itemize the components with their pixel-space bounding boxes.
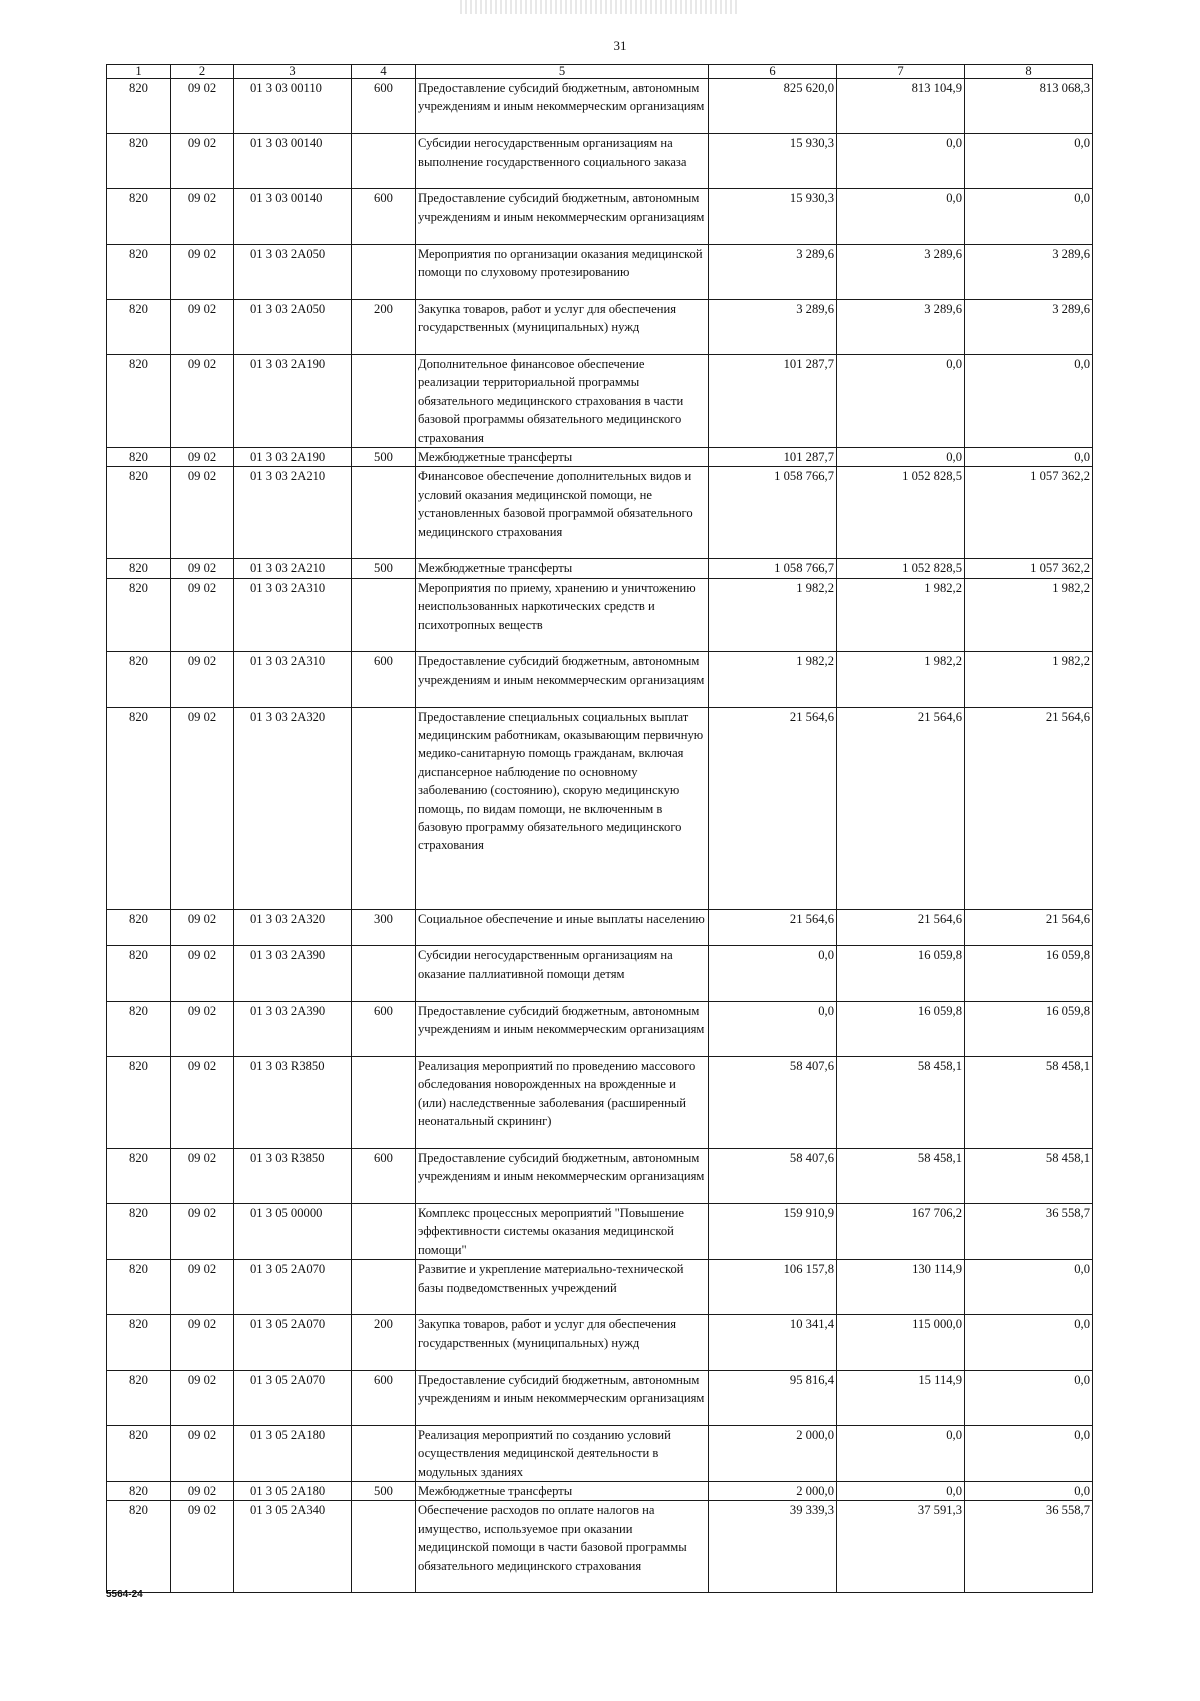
expense-type-cell: 600 — [352, 189, 416, 244]
target-article-cell: 01 3 03 R3850 — [234, 1056, 352, 1148]
ved-cell: 820 — [107, 447, 171, 466]
section-cell: 09 02 — [171, 189, 234, 244]
amount-col8-cell: 1 982,2 — [965, 652, 1093, 707]
expense-type-cell: 500 — [352, 1481, 416, 1500]
table-row — [107, 1056, 1093, 1148]
amount-col7-cell: 16 059,8 — [837, 946, 965, 1001]
target-article-cell: 01 3 05 2А070 — [234, 1370, 352, 1425]
expense-type-cell: 200 — [352, 299, 416, 354]
ved-cell: 820 — [107, 467, 171, 559]
amount-col7-cell: 15 114,9 — [837, 1370, 965, 1425]
table-row — [107, 652, 1093, 707]
expense-type-cell — [352, 1260, 416, 1315]
description-cell: Предоставление субсидий бюджетным, автономным учреждениям и иным некоммерческим организациям — [416, 652, 709, 707]
target-article-cell: 01 3 03 R3850 — [234, 1148, 352, 1203]
target-article-cell: 01 3 05 2А180 — [234, 1481, 352, 1500]
section-cell: 09 02 — [171, 79, 234, 134]
table-row — [107, 909, 1093, 946]
target-article-cell: 01 3 03 2А190 — [234, 447, 352, 466]
amount-col6-cell: 58 407,6 — [709, 1056, 837, 1148]
amount-col7-cell: 813 104,9 — [837, 79, 965, 134]
amount-col7-cell: 167 706,2 — [837, 1203, 965, 1259]
section-cell: 09 02 — [171, 909, 234, 946]
expense-type-cell — [352, 1501, 416, 1593]
amount-col8-cell: 0,0 — [965, 354, 1093, 447]
target-article-cell: 01 3 03 00110 — [234, 79, 352, 134]
amount-col6-cell: 1 058 766,7 — [709, 559, 837, 578]
amount-col7-cell: 58 458,1 — [837, 1056, 965, 1148]
amount-col6-cell: 15 930,3 — [709, 134, 837, 189]
expense-type-cell — [352, 1056, 416, 1148]
section-cell: 09 02 — [171, 1481, 234, 1500]
ved-cell: 820 — [107, 1370, 171, 1425]
ved-cell: 820 — [107, 79, 171, 134]
amount-col7-cell: 3 289,6 — [837, 244, 965, 299]
amount-col8-cell: 36 558,7 — [965, 1501, 1093, 1593]
column-number-row — [107, 65, 1093, 79]
amount-col7-cell: 0,0 — [837, 354, 965, 447]
table-row — [107, 244, 1093, 299]
description-cell: Закупка товаров, работ и услуг для обеспечения государственных (муниципальных) нужд — [416, 299, 709, 354]
target-article-cell: 01 3 05 2А180 — [234, 1425, 352, 1481]
amount-col6-cell: 95 816,4 — [709, 1370, 837, 1425]
ved-cell: 820 — [107, 189, 171, 244]
amount-col8-cell: 0,0 — [965, 1315, 1093, 1370]
section-cell: 09 02 — [171, 1148, 234, 1203]
section-cell: 09 02 — [171, 1315, 234, 1370]
amount-col8-cell: 3 289,6 — [965, 299, 1093, 354]
description-cell: Субсидии негосударственным организациям на оказание паллиативной помощи детям — [416, 946, 709, 1001]
amount-col7-cell: 1 052 828,5 — [837, 467, 965, 559]
section-cell: 09 02 — [171, 354, 234, 447]
amount-col8-cell: 36 558,7 — [965, 1203, 1093, 1259]
section-cell: 09 02 — [171, 578, 234, 652]
section-cell: 09 02 — [171, 244, 234, 299]
description-cell: Межбюджетные трансферты — [416, 559, 709, 578]
section-cell: 09 02 — [171, 1260, 234, 1315]
amount-col6-cell: 0,0 — [709, 1001, 837, 1056]
amount-col7-cell: 1 052 828,5 — [837, 559, 965, 578]
table-row — [107, 447, 1093, 466]
expense-type-cell: 600 — [352, 1370, 416, 1425]
target-article-cell: 01 3 03 2А390 — [234, 946, 352, 1001]
amount-col8-cell: 813 068,3 — [965, 79, 1093, 134]
amount-col7-cell: 3 289,6 — [837, 299, 965, 354]
table-row — [107, 467, 1093, 559]
amount-col8-cell: 58 458,1 — [965, 1148, 1093, 1203]
section-cell: 09 02 — [171, 946, 234, 1001]
column-number: 2 — [171, 65, 234, 79]
table-row — [107, 1481, 1093, 1500]
amount-col7-cell: 0,0 — [837, 134, 965, 189]
target-article-cell: 01 3 03 2А190 — [234, 354, 352, 447]
expense-type-cell — [352, 946, 416, 1001]
amount-col8-cell: 16 059,8 — [965, 946, 1093, 1001]
expense-type-cell — [352, 244, 416, 299]
table-row — [107, 1148, 1093, 1203]
section-cell: 09 02 — [171, 1425, 234, 1481]
amount-col6-cell: 2 000,0 — [709, 1425, 837, 1481]
target-article-cell: 01 3 03 00140 — [234, 189, 352, 244]
expense-type-cell: 600 — [352, 1148, 416, 1203]
section-cell: 09 02 — [171, 134, 234, 189]
amount-col8-cell: 0,0 — [965, 447, 1093, 466]
expense-type-cell — [352, 354, 416, 447]
document-code: 5564-24 — [106, 1589, 143, 1600]
ved-cell: 820 — [107, 578, 171, 652]
table-row — [107, 299, 1093, 354]
target-article-cell: 01 3 03 2А210 — [234, 467, 352, 559]
target-article-cell: 01 3 05 2А070 — [234, 1315, 352, 1370]
amount-col7-cell: 21 564,6 — [837, 909, 965, 946]
description-cell: Предоставление специальных социальных выплат медицинским работникам, оказывающим первичную медико-санитарную помощь гражданам, включая диспансерное наблюдение по основному заболеванию (состоянию), скорую медицинскую помощь, по видам помощи, не включенным в базовую программу обязательного медицинского страхования — [416, 707, 709, 909]
column-number: 1 — [107, 65, 171, 79]
amount-col6-cell: 1 058 766,7 — [709, 467, 837, 559]
description-cell: Межбюджетные трансферты — [416, 447, 709, 466]
description-cell: Финансовое обеспечение дополнительных видов и условий оказания медицинской помощи, не установленных базовой программой обязательного медицинского страхования — [416, 467, 709, 559]
description-cell: Мероприятия по организации оказания медицинской помощи по слуховому протезированию — [416, 244, 709, 299]
table-row — [107, 134, 1093, 189]
amount-col6-cell: 2 000,0 — [709, 1481, 837, 1500]
expense-type-cell — [352, 1203, 416, 1259]
ved-cell: 820 — [107, 134, 171, 189]
section-cell: 09 02 — [171, 652, 234, 707]
section-cell: 09 02 — [171, 1501, 234, 1593]
ved-cell: 820 — [107, 1148, 171, 1203]
expense-type-cell: 500 — [352, 447, 416, 466]
scan-artifact — [460, 0, 740, 14]
amount-col6-cell: 1 982,2 — [709, 652, 837, 707]
amount-col8-cell: 0,0 — [965, 1260, 1093, 1315]
amount-col8-cell: 3 289,6 — [965, 244, 1093, 299]
description-cell: Дополнительное финансовое обеспечение реализации территориальной программы обязательного медицинского страхования в части базовой программы обязательного медицинского страхования — [416, 354, 709, 447]
amount-col8-cell: 0,0 — [965, 134, 1093, 189]
target-article-cell: 01 3 05 2А340 — [234, 1501, 352, 1593]
target-article-cell: 01 3 03 2А050 — [234, 244, 352, 299]
ved-cell: 820 — [107, 1481, 171, 1500]
amount-col6-cell: 39 339,3 — [709, 1501, 837, 1593]
description-cell: Субсидии негосударственным организациям на выполнение государственного социального заказа — [416, 134, 709, 189]
amount-col7-cell: 0,0 — [837, 189, 965, 244]
column-number: 6 — [709, 65, 837, 79]
target-article-cell: 01 3 03 2А310 — [234, 578, 352, 652]
section-cell: 09 02 — [171, 559, 234, 578]
column-number: 4 — [352, 65, 416, 79]
ved-cell: 820 — [107, 299, 171, 354]
column-number: 7 — [837, 65, 965, 79]
amount-col6-cell: 3 289,6 — [709, 299, 837, 354]
amount-col7-cell: 58 458,1 — [837, 1148, 965, 1203]
table-row — [107, 1260, 1093, 1315]
expense-type-cell: 600 — [352, 652, 416, 707]
amount-col8-cell: 0,0 — [965, 1481, 1093, 1500]
target-article-cell: 01 3 03 2А320 — [234, 909, 352, 946]
budget-table — [106, 64, 1093, 1593]
description-cell: Закупка товаров, работ и услуг для обеспечения государственных (муниципальных) нужд — [416, 1315, 709, 1370]
description-cell: Предоставление субсидий бюджетным, автономным учреждениям и иным некоммерческим организациям — [416, 1370, 709, 1425]
target-article-cell: 01 3 03 00140 — [234, 134, 352, 189]
amount-col6-cell: 10 341,4 — [709, 1315, 837, 1370]
amount-col6-cell: 58 407,6 — [709, 1148, 837, 1203]
table-row — [107, 1203, 1093, 1259]
amount-col8-cell: 0,0 — [965, 1370, 1093, 1425]
expense-type-cell — [352, 578, 416, 652]
amount-col7-cell: 1 982,2 — [837, 578, 965, 652]
table-row — [107, 1425, 1093, 1481]
ved-cell: 820 — [107, 1260, 171, 1315]
description-cell: Реализация мероприятий по созданию условий осуществления медицинской деятельности в модульных зданиях — [416, 1425, 709, 1481]
description-cell: Предоставление субсидий бюджетным, автономным учреждениям и иным некоммерческим организациям — [416, 189, 709, 244]
description-cell: Комплекс процессных мероприятий "Повышение эффективности системы оказания медицинской помощи" — [416, 1203, 709, 1259]
ved-cell: 820 — [107, 1056, 171, 1148]
expense-type-cell: 200 — [352, 1315, 416, 1370]
description-cell: Межбюджетные трансферты — [416, 1481, 709, 1500]
table-row — [107, 578, 1093, 652]
amount-col6-cell: 159 910,9 — [709, 1203, 837, 1259]
table-row — [107, 79, 1093, 134]
target-article-cell: 01 3 05 2А070 — [234, 1260, 352, 1315]
amount-col8-cell: 1 982,2 — [965, 578, 1093, 652]
amount-col6-cell: 1 982,2 — [709, 578, 837, 652]
section-cell: 09 02 — [171, 467, 234, 559]
ved-cell: 820 — [107, 652, 171, 707]
description-cell: Обеспечение расходов по оплате налогов на имущество, используемое при оказании медицинской помощи в части базовой программы обязательного медицинского страхования — [416, 1501, 709, 1593]
ved-cell: 820 — [107, 909, 171, 946]
ved-cell: 820 — [107, 1501, 171, 1593]
expense-type-cell — [352, 134, 416, 189]
amount-col7-cell: 0,0 — [837, 1481, 965, 1500]
amount-col6-cell: 21 564,6 — [709, 909, 837, 946]
section-cell: 09 02 — [171, 1001, 234, 1056]
amount-col6-cell: 101 287,7 — [709, 354, 837, 447]
expense-type-cell — [352, 707, 416, 909]
description-cell: Предоставление субсидий бюджетным, автономным учреждениям и иным некоммерческим организациям — [416, 79, 709, 134]
column-number: 5 — [416, 65, 709, 79]
ved-cell: 820 — [107, 559, 171, 578]
amount-col6-cell: 825 620,0 — [709, 79, 837, 134]
section-cell: 09 02 — [171, 1056, 234, 1148]
section-cell: 09 02 — [171, 707, 234, 909]
table-row — [107, 1370, 1093, 1425]
section-cell: 09 02 — [171, 1203, 234, 1259]
amount-col8-cell: 1 057 362,2 — [965, 559, 1093, 578]
column-number: 3 — [234, 65, 352, 79]
table-row — [107, 1315, 1093, 1370]
description-cell: Развитие и укрепление материально-технической базы подведомственных учреждений — [416, 1260, 709, 1315]
section-cell: 09 02 — [171, 299, 234, 354]
amount-col8-cell: 16 059,8 — [965, 1001, 1093, 1056]
table-row — [107, 1501, 1093, 1593]
table-row — [107, 707, 1093, 909]
amount-col7-cell: 21 564,6 — [837, 707, 965, 909]
target-article-cell: 01 3 03 2А320 — [234, 707, 352, 909]
expense-type-cell: 300 — [352, 909, 416, 946]
ved-cell: 820 — [107, 707, 171, 909]
ved-cell: 820 — [107, 1203, 171, 1259]
expense-type-cell — [352, 1425, 416, 1481]
amount-col6-cell: 0,0 — [709, 946, 837, 1001]
expense-type-cell: 600 — [352, 79, 416, 134]
table-row — [107, 189, 1093, 244]
amount-col7-cell: 130 114,9 — [837, 1260, 965, 1315]
ved-cell: 820 — [107, 946, 171, 1001]
ved-cell: 820 — [107, 244, 171, 299]
amount-col8-cell: 58 458,1 — [965, 1056, 1093, 1148]
amount-col6-cell: 106 157,8 — [709, 1260, 837, 1315]
amount-col6-cell: 15 930,3 — [709, 189, 837, 244]
amount-col6-cell: 3 289,6 — [709, 244, 837, 299]
amount-col7-cell: 0,0 — [837, 447, 965, 466]
section-cell: 09 02 — [171, 1370, 234, 1425]
description-cell: Реализация мероприятий по проведению массового обследования новорожденных на врожденные и (или) наследственные заболевания (расширенный неонатальный скрининг) — [416, 1056, 709, 1148]
amount-col8-cell: 21 564,6 — [965, 707, 1093, 909]
amount-col8-cell: 21 564,6 — [965, 909, 1093, 946]
column-number: 8 — [965, 65, 1093, 79]
expense-type-cell — [352, 467, 416, 559]
ved-cell: 820 — [107, 1315, 171, 1370]
table-row — [107, 559, 1093, 578]
page-number: 31 — [613, 38, 627, 53]
expense-type-cell: 600 — [352, 1001, 416, 1056]
description-cell: Предоставление субсидий бюджетным, автономным учреждениям и иным некоммерческим организациям — [416, 1148, 709, 1203]
section-cell: 09 02 — [171, 447, 234, 466]
amount-col8-cell: 1 057 362,2 — [965, 467, 1093, 559]
target-article-cell: 01 3 03 2А210 — [234, 559, 352, 578]
ved-cell: 820 — [107, 1425, 171, 1481]
description-cell: Предоставление субсидий бюджетным, автономным учреждениям и иным некоммерческим организациям — [416, 1001, 709, 1056]
amount-col8-cell: 0,0 — [965, 1425, 1093, 1481]
amount-col7-cell: 115 000,0 — [837, 1315, 965, 1370]
table-row — [107, 354, 1093, 447]
ved-cell: 820 — [107, 1001, 171, 1056]
amount-col7-cell: 37 591,3 — [837, 1501, 965, 1593]
expense-type-cell: 500 — [352, 559, 416, 578]
description-cell: Мероприятия по приему, хранению и уничтожению неиспользованных наркотических средств и психотропных веществ — [416, 578, 709, 652]
ved-cell: 820 — [107, 354, 171, 447]
amount-col7-cell: 0,0 — [837, 1425, 965, 1481]
target-article-cell: 01 3 03 2А050 — [234, 299, 352, 354]
table-row — [107, 1001, 1093, 1056]
amount-col6-cell: 101 287,7 — [709, 447, 837, 466]
amount-col8-cell: 0,0 — [965, 189, 1093, 244]
description-cell: Социальное обеспечение и иные выплаты населению — [416, 909, 709, 946]
amount-col7-cell: 16 059,8 — [837, 1001, 965, 1056]
amount-col7-cell: 1 982,2 — [837, 652, 965, 707]
target-article-cell: 01 3 03 2А310 — [234, 652, 352, 707]
table-row — [107, 946, 1093, 1001]
target-article-cell: 01 3 03 2А390 — [234, 1001, 352, 1056]
amount-col6-cell: 21 564,6 — [709, 707, 837, 909]
target-article-cell: 01 3 05 00000 — [234, 1203, 352, 1259]
